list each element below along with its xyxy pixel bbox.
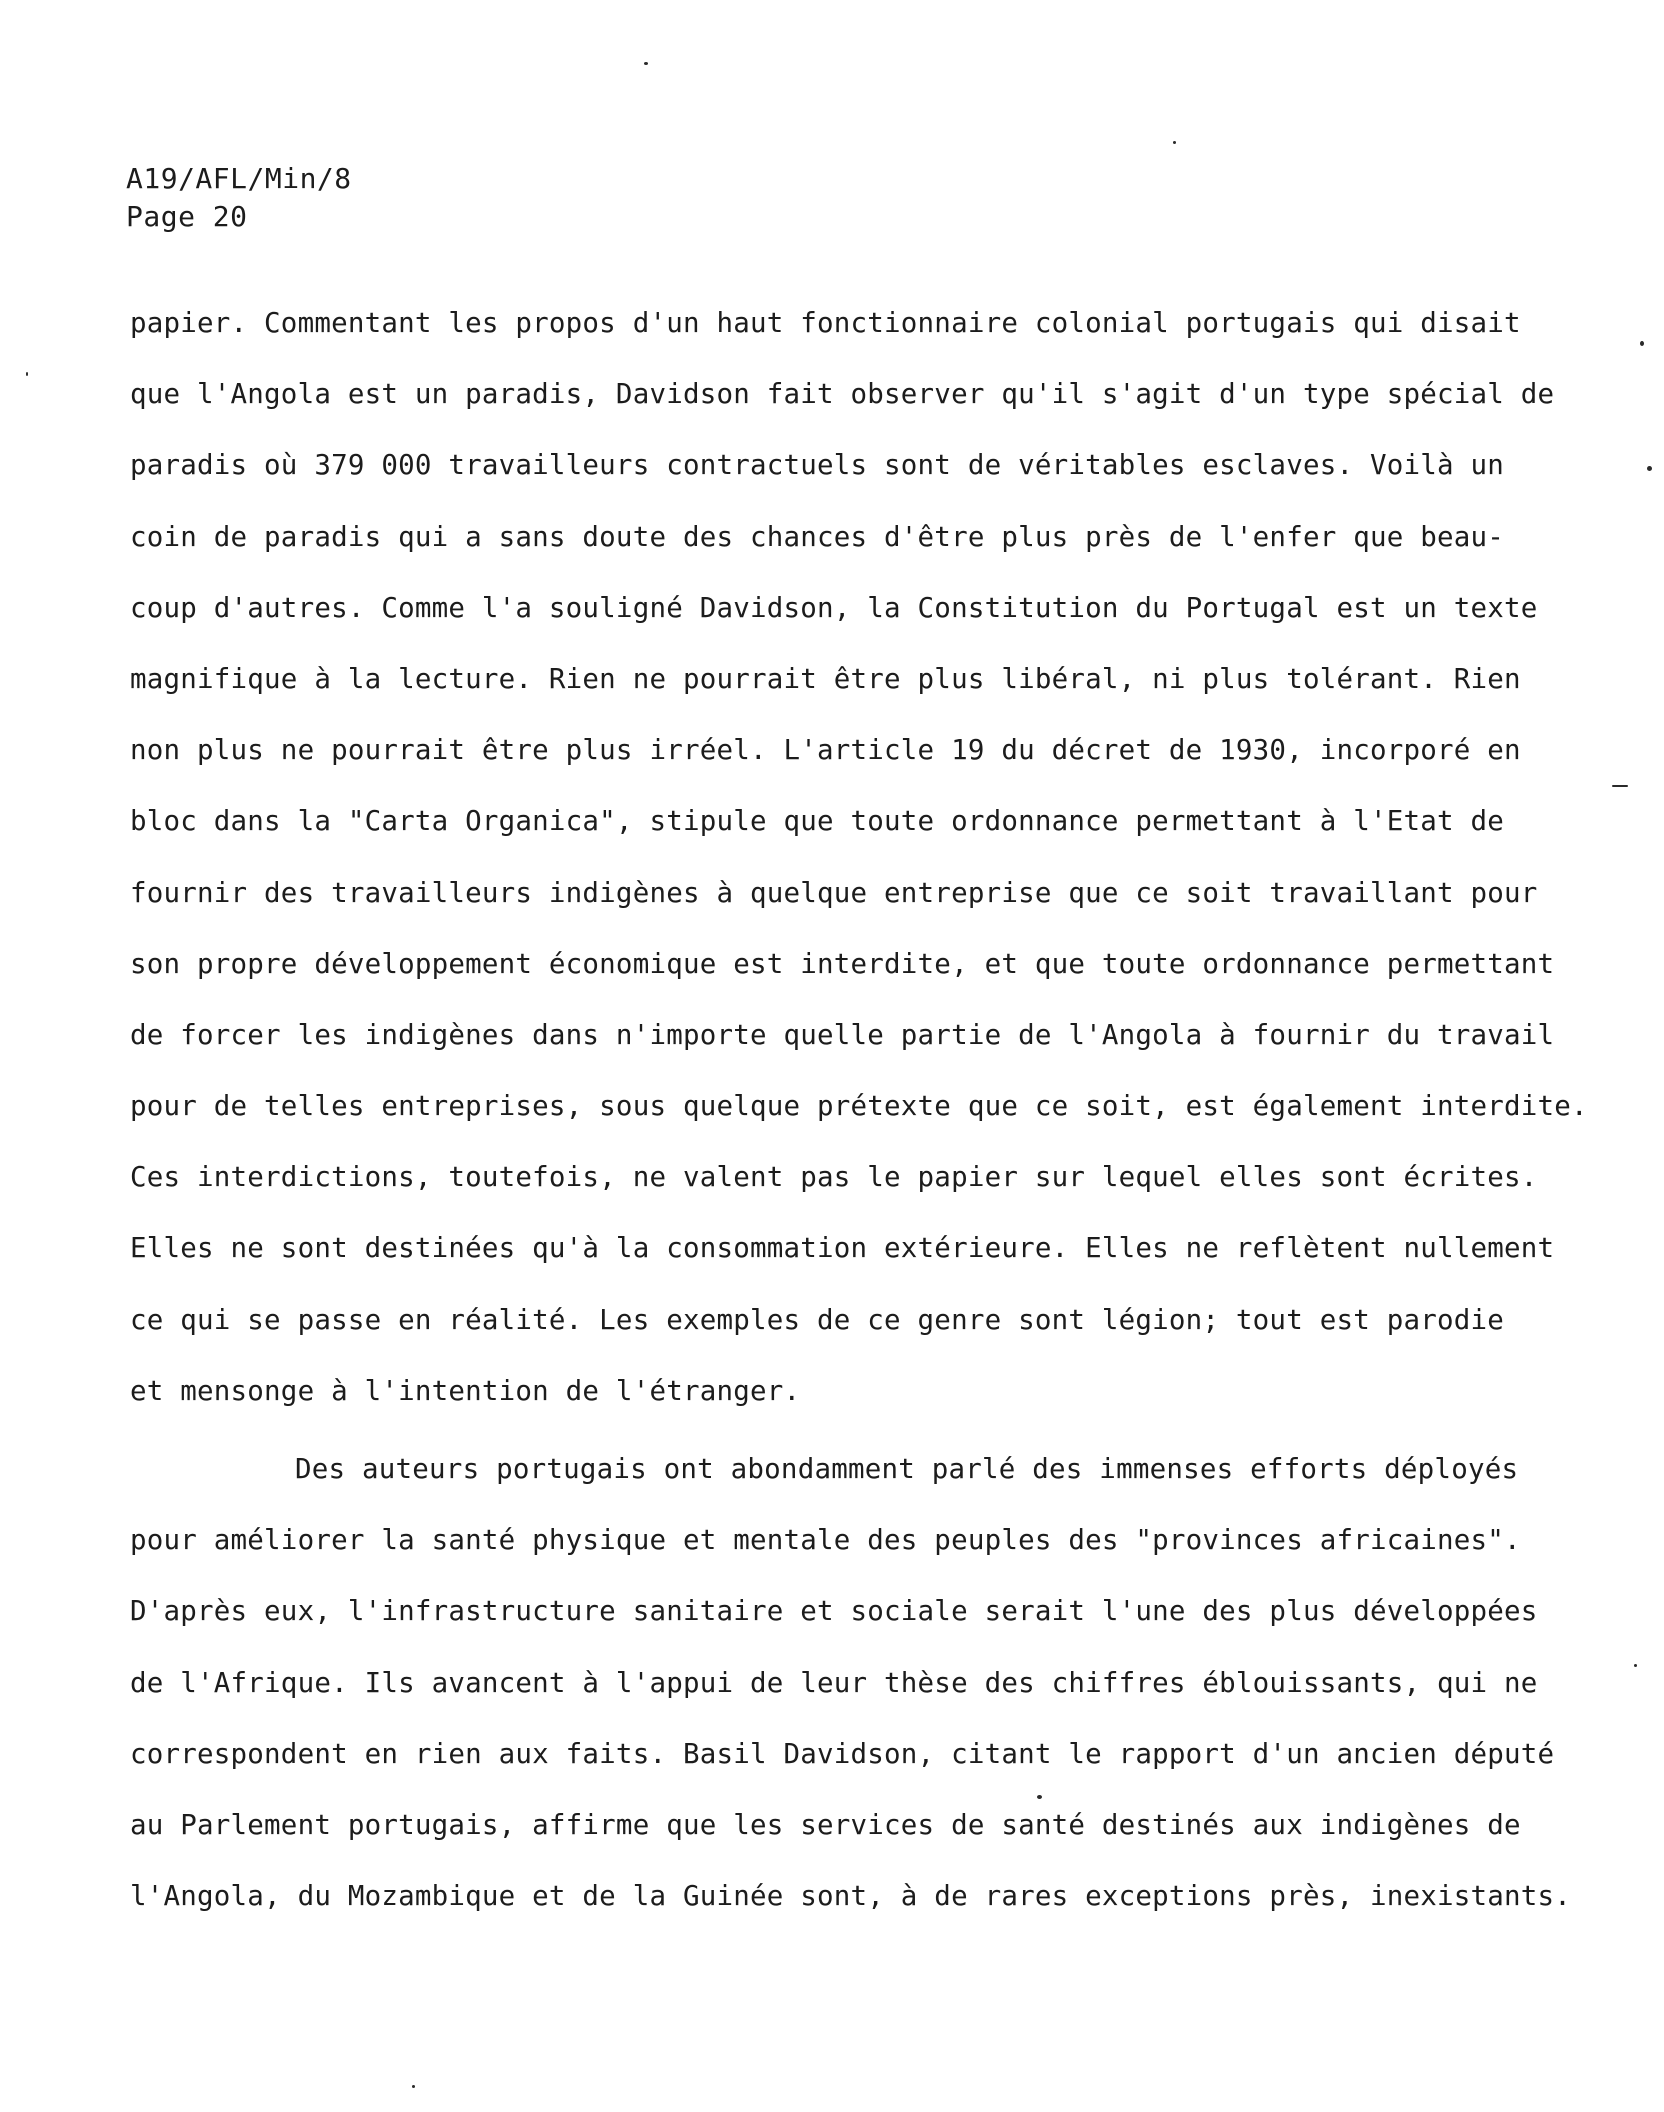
scan-speck [1173, 141, 1176, 144]
text-line: fournir des travailleurs indigènes à quelque entreprise que ce soit travaillant pour [130, 876, 1538, 909]
text-line: magnifique à la lecture. Rien ne pourrait être plus libéral, ni plus tolérant. Rien [130, 662, 1521, 695]
document-header [126, 160, 352, 236]
scan-speck [1640, 341, 1644, 346]
scan-speck [1612, 785, 1628, 787]
text-line: au Parlement portugais, affirme que les services de santé destinés aux indigènes de [130, 1808, 1521, 1841]
page-number: Page 20 [126, 200, 248, 233]
text-line: et mensonge à l'intention de l'étranger. [130, 1374, 801, 1407]
text-line: correspondent en rien aux faits. Basil Davidson, citant le rapport d'un ancien député [130, 1737, 1555, 1770]
text-line: ce qui se passe en réalité. Les exemples de ce genre sont légion; tout est parodie [130, 1303, 1505, 1336]
text-line: pour de telles entreprises, sous quelque prétexte que ce soit, est également interdite. [130, 1090, 1588, 1123]
scan-speck [1634, 1664, 1637, 1667]
text-line: non plus ne pourrait être plus irréel. L'article 19 du décret de 1930, incorporé en [130, 734, 1521, 767]
text-line: son propre développement économique est interdite, et que toute ordonnance permettant [130, 947, 1555, 980]
text-line: de forcer les indigènes dans n'importe quelle partie de l'Angola à fournir du travail [130, 1018, 1555, 1051]
text-line: l'Angola, du Mozambique et de la Guinée sont, à de rares exceptions près, inexistants. [130, 1880, 1572, 1913]
paragraph-1 [130, 288, 1588, 1427]
document-reference: A19/AFL/Min/8 [126, 162, 352, 195]
text-line: coin de paradis qui a sans doute des chances d'être plus près de l'enfer que beau- [130, 520, 1505, 553]
text-line: pour améliorer la santé physique et mentale des peuples des "provinces africaines". [130, 1524, 1521, 1557]
text-line: de l'Afrique. Ils avancent à l'appui de leur thèse des chiffres éblouissants, qui ne [130, 1666, 1538, 1699]
text-line: bloc dans la "Carta Organica", stipule que toute ordonnance permettant à l'Etat de [130, 805, 1505, 838]
scan-speck [1037, 1795, 1042, 1799]
text-line: Elles ne sont destinées qu'à la consommation extérieure. Elles ne reflètent nullement [130, 1232, 1555, 1265]
text-line: papier. Commentant les propos d'un haut fonctionnaire colonial portugais qui disait [130, 307, 1521, 339]
text-line: Ces interdictions, toutefois, ne valent pas le papier sur lequel elles sont écrites. [130, 1161, 1538, 1194]
paragraph-2 [130, 1434, 1571, 1932]
scan-speck [1647, 466, 1652, 471]
scan-speck [644, 62, 648, 65]
text-line: que l'Angola est un paradis, Davidson fait observer qu'il s'agit d'un type spécial de [130, 378, 1555, 411]
text-line: paradis où 379 000 travailleurs contractuels sont de véritables esclaves. Voilà un [130, 449, 1505, 482]
text-line: Des auteurs portugais ont abondamment parlé des immenses efforts déployés [295, 1453, 1519, 1485]
text-line: coup d'autres. Comme l'a souligné Davidson, la Constitution du Portugal est un texte [130, 591, 1538, 624]
scan-speck [26, 372, 28, 376]
scan-speck [412, 2085, 415, 2088]
text-line: D'après eux, l'infrastructure sanitaire et sociale serait l'une des plus développées [130, 1595, 1538, 1628]
